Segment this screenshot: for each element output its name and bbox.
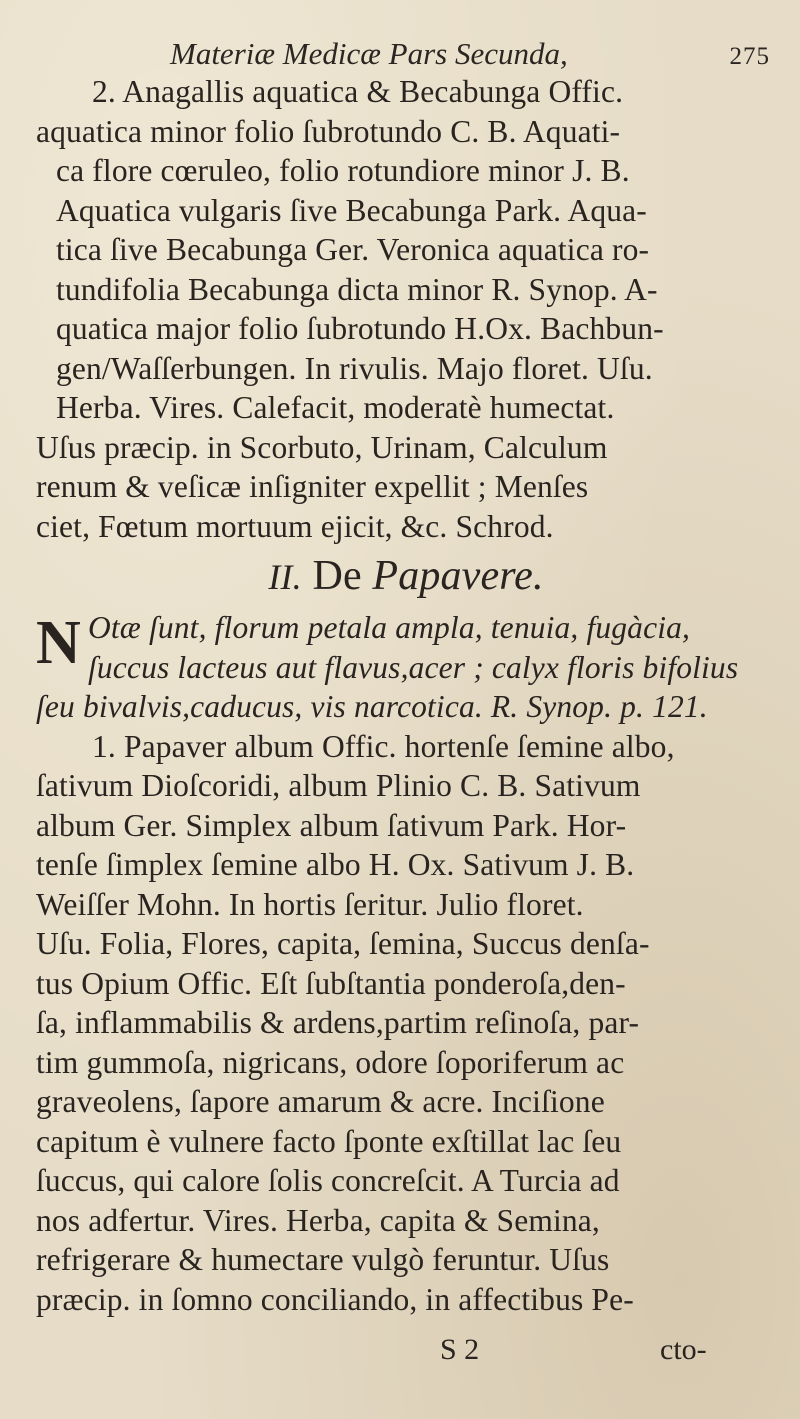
- running-head-title: Materiæ Medicæ Pars Secunda,: [170, 36, 568, 71]
- nota-paragraph: [36, 608, 776, 727]
- section-title-prefix: De: [312, 553, 373, 599]
- section-title: Papavere.: [372, 553, 544, 599]
- text-line: præcip. in ſomno conciliando, in affectibus Pe-: [36, 1281, 634, 1317]
- text-line: Weiſſer Mohn. In hortis ſeritur. Julio floret.: [36, 886, 584, 922]
- running-head: [170, 36, 770, 72]
- section-number: II.: [268, 557, 302, 597]
- text-line: tim gummoſa, nigricans, odore ſoporiferum ac: [36, 1044, 625, 1080]
- page-number: 275: [729, 43, 770, 70]
- text-line: ciet, Fœtum mortuum ejicit, &c. Schrod.: [36, 508, 554, 544]
- text-line: capitum è vulnere facto ſponte exſtillat lac ſeu: [36, 1123, 622, 1159]
- body-text: [36, 72, 776, 1319]
- text-line: tus Opium Offic. Eſt ſubſtantia ponderoſa,den-: [36, 965, 626, 1001]
- text-line: ſuccus, qui calore ſolis concreſcit. A Turcia ad: [36, 1163, 620, 1198]
- text-line: refrigerare & humectare vulgò feruntur. Uſus: [36, 1242, 610, 1277]
- text-line: album Ger. Simplex album ſativum Park. Hor-: [36, 807, 627, 843]
- text-line: ſa, inflammabilis & ardens,partim reſinoſa, par-: [36, 1005, 640, 1040]
- text-line: 1. Papaver album Offic. hortenſe ſemine albo,: [92, 728, 675, 764]
- text-line: ſativum Dioſcoridi, album Plinio C. B. Sativum: [36, 768, 641, 803]
- text-line: Uſus præcip. in Scorbuto, Urinam, Calculum: [36, 429, 608, 465]
- text-line: ca flore cœruleo, folio rotundiore minor J. B.: [56, 153, 630, 188]
- text-line: quatica major folio ſubrotundo H.Ox. Bachbun-: [56, 311, 664, 346]
- catchword: cto-: [660, 1333, 707, 1366]
- text-line: renum & veſicæ inſigniter expellit ; Menſes: [36, 469, 589, 504]
- text-line: graveolens, ſapore amarum & acre. Inciſione: [36, 1084, 605, 1119]
- text-line: Uſu. Folia, Flores, capita, ſemina, Succus denſa-: [36, 926, 650, 961]
- text-line: ſeu bivalvis,caducus, vis narcotica. R. Synop. p. 121.: [36, 689, 708, 724]
- text-line: Otæ ſunt, florum petala ampla, tenuia, fugàcia,: [88, 610, 691, 645]
- section-heading: [36, 550, 776, 602]
- text-line: tundifolia Becabunga dicta minor R. Synop. A-: [56, 271, 658, 307]
- text-line: tenſe ſimplex ſemine albo H. Ox. Sativum J. B.: [36, 847, 635, 882]
- drop-cap: N: [36, 609, 81, 677]
- text-line: nos adfertur. Vires. Herba, capita & Semina,: [36, 1202, 600, 1238]
- text-line: 2. Anagallis aquatica & Becabunga Offic.: [92, 74, 624, 109]
- text-line: aquatica minor folio ſubrotundo C. B. Aquati-: [36, 113, 621, 149]
- text-line: gen/Waſſerbungen. In rivulis. Majo floret. Uſu.: [56, 350, 653, 386]
- text-line: ſuccus lacteus aut flavus,acer ; calyx floris bifolius: [88, 649, 739, 685]
- text-line: tica ſive Becabunga Ger. Veronica aquatica ro-: [56, 232, 650, 267]
- text-line: Herba. Vires. Calefacit, moderatè humectat.: [56, 390, 615, 425]
- signature-mark: S 2: [440, 1333, 480, 1366]
- text-line: Aquatica vulgaris ſive Becabunga Park. Aqua-: [56, 192, 647, 228]
